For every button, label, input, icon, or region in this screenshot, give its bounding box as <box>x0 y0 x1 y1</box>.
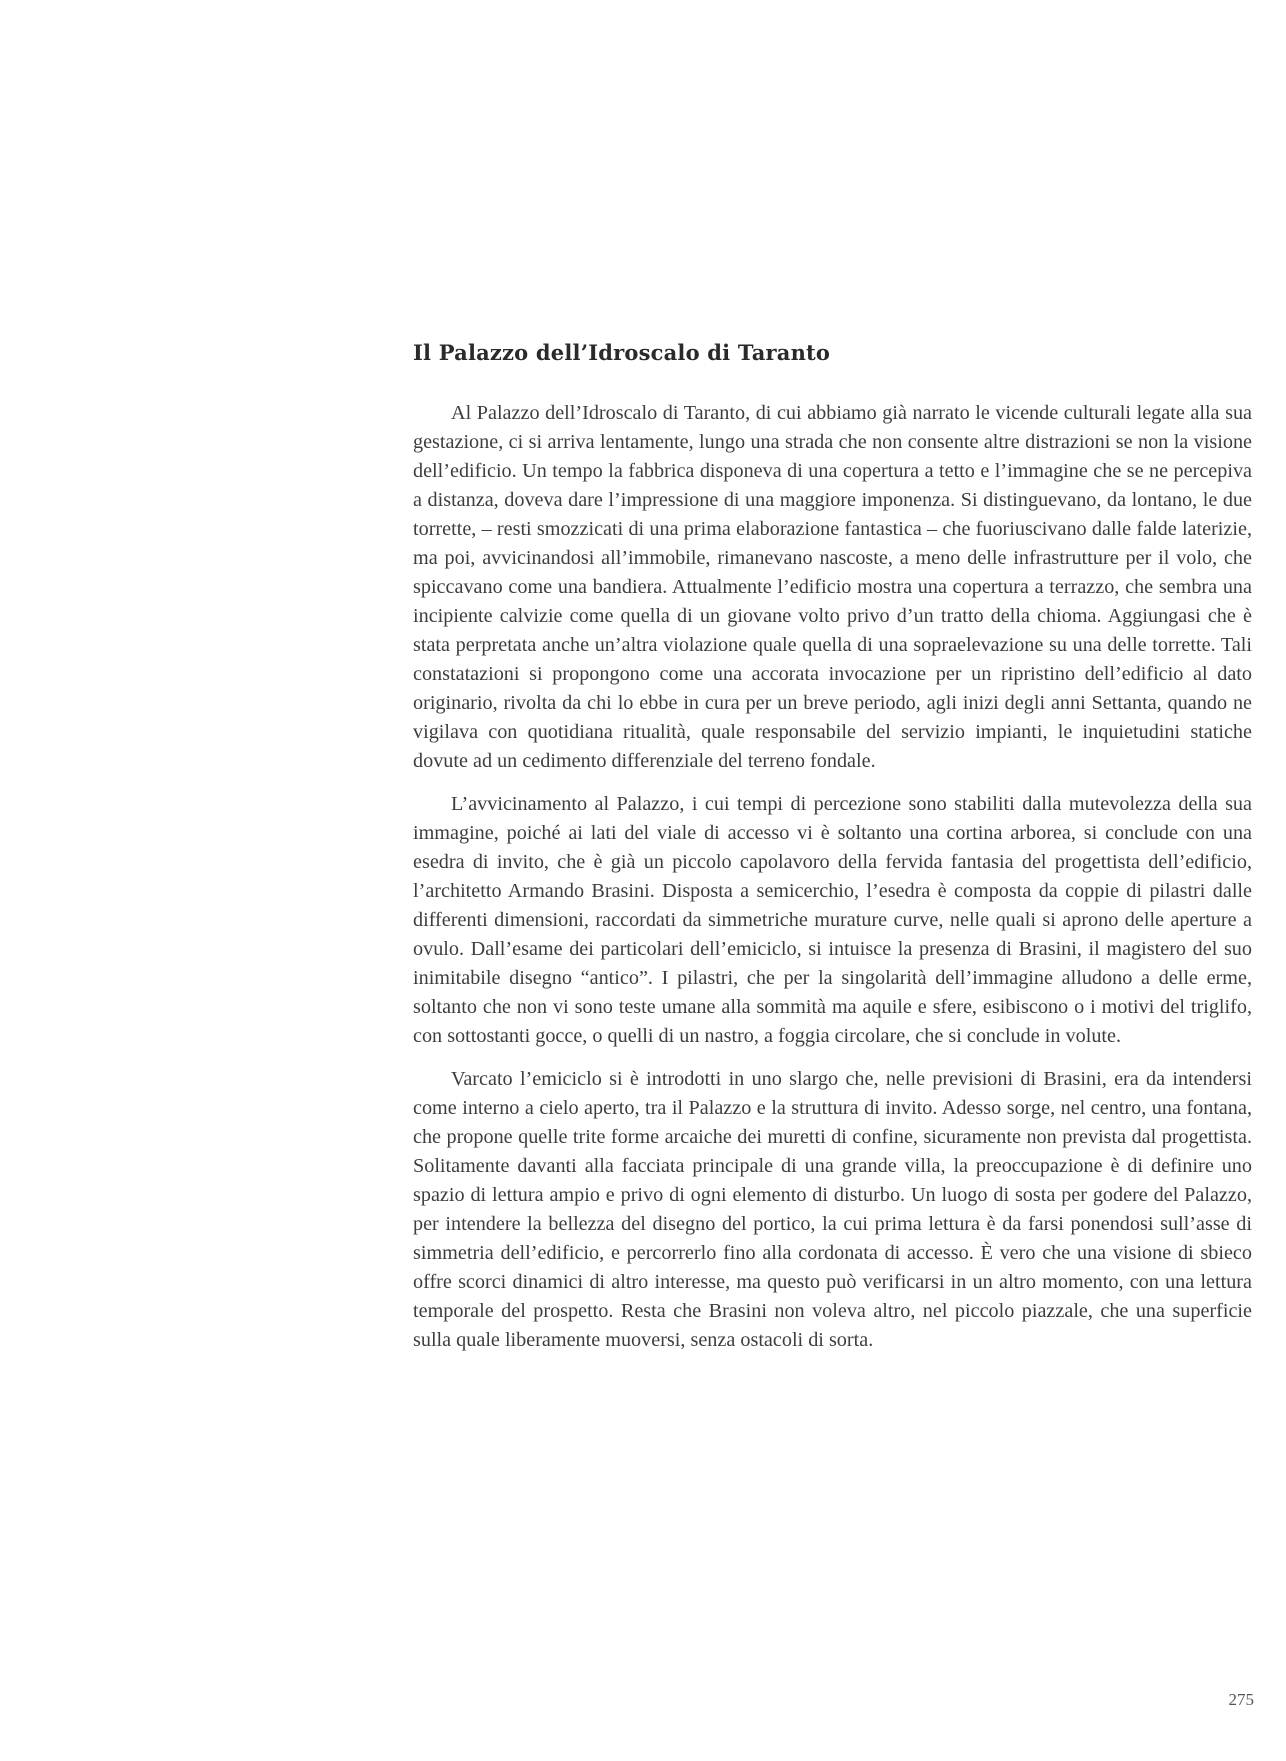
paragraph: Varcato l’emiciclo si è introdotti in uno slargo che, nelle previsioni di Brasini, era da intendersi come interno a cielo aperto, tra il Palazzo e la struttura di invito. Adesso sorge, nel centro, una fontana, che propone quelle trite forme arcaiche dei muretti di confine, sicuramente non prevista dal progettista. Solitamente davanti alla facciata principale di una grande villa, la preoccupazione è di definire uno spazio di lettura ampio e privo di ogni elemento di disturbo. Un luogo di sosta per godere del Palazzo, per intendere la bellezza del disegno del portico, la cui prima lettura è da farsi ponendosi sull’asse di simmetria dell’edificio, e percorrerlo fino alla cordonata di accesso. È vero che una visione di sbieco offre scorci dinamici di altro interesse, ma questo può verificarsi in un altro momento, con una lettura temporale del prospetto. Resta che Brasini non voleva altro, nel piccolo piazzale, che una superficie sulla quale liberamente muoversi, senza ostacoli di sorta. <box>413 1068 1252 1351</box>
body-text <box>413 399 1252 1369</box>
paragraph: Al Palazzo dell’Idroscalo di Taranto, di cui abbiamo già narrato le vicende culturali legate alla sua gestazione, ci si arriva lentamente, lungo una strada che non consente altre distrazioni se non la visione dell’edificio. Un tempo la fabbrica disponeva di una copertura a tetto e l’immagine che se ne percepiva a distanza, doveva dare l’impressione di una maggiore imponenza. Si distinguevano, da lontano, le due torrette, – resti smozzicati di una prima elaborazione fantastica – che fuoriuscivano dalle falde laterizie, ma poi, avvicinandosi all’immobile, rimanevano nascoste, a meno delle infrastrutture per il volo, che spiccavano come una bandiera. Attualmente l’edificio mostra una copertura a terrazzo, che sembra una incipiente calvizie come quella di un giovane volto privo d’un tratto della chioma. Aggiungasi che è stata perpretata anche un’altra violazione quale quella di una sopraelevazione su una delle torrette. Tali constatazioni si propongono come una accorata invocazione per un ripristino dell’edificio al dato originario, rivolta da chi lo ebbe in cura per un breve periodo, agli inizi degli anni Settanta, quando ne vigilava con quotidiana ritualità, quale responsabile del servizio impianti, le inquietudini statiche dovute ad un cedimento differenziale del terreno fondale. <box>413 402 1252 772</box>
paragraph: L’avvicinamento al Palazzo, i cui tempi di percezione sono stabiliti dalla mutevolezza della sua immagine, poiché ai lati del viale di accesso vi è soltanto una cortina arborea, si conclude con una esedra di invito, che è già un piccolo capolavoro della fervida fantasia del progettista dell’edificio, l’architetto Armando Brasini. Disposta a semicerchio, l’esedra è composta da coppie di pilastri dalle differenti dimensioni, raccordati da simmetriche murature curve, nelle quali si aprono delle aperture a ovulo. Dall’esame dei particolari dell’emiciclo, si intuisce la presenza di Brasini, il magistero del suo inimitabile disegno “antico”. I pilastri, che per la singolarità dell’immagine alludono a delle erme, soltanto che non vi sono teste umane alla sommità ma aquile e sfere, esibiscono o i motivi del triglifo, con sottostanti gocce, o quelli di un nastro, a foggia circolare, che si conclude in volute. <box>413 793 1252 1047</box>
page-number: 275 <box>1228 1690 1254 1709</box>
section-title: Il Palazzo dell’Idroscalo di Taranto <box>413 340 831 365</box>
